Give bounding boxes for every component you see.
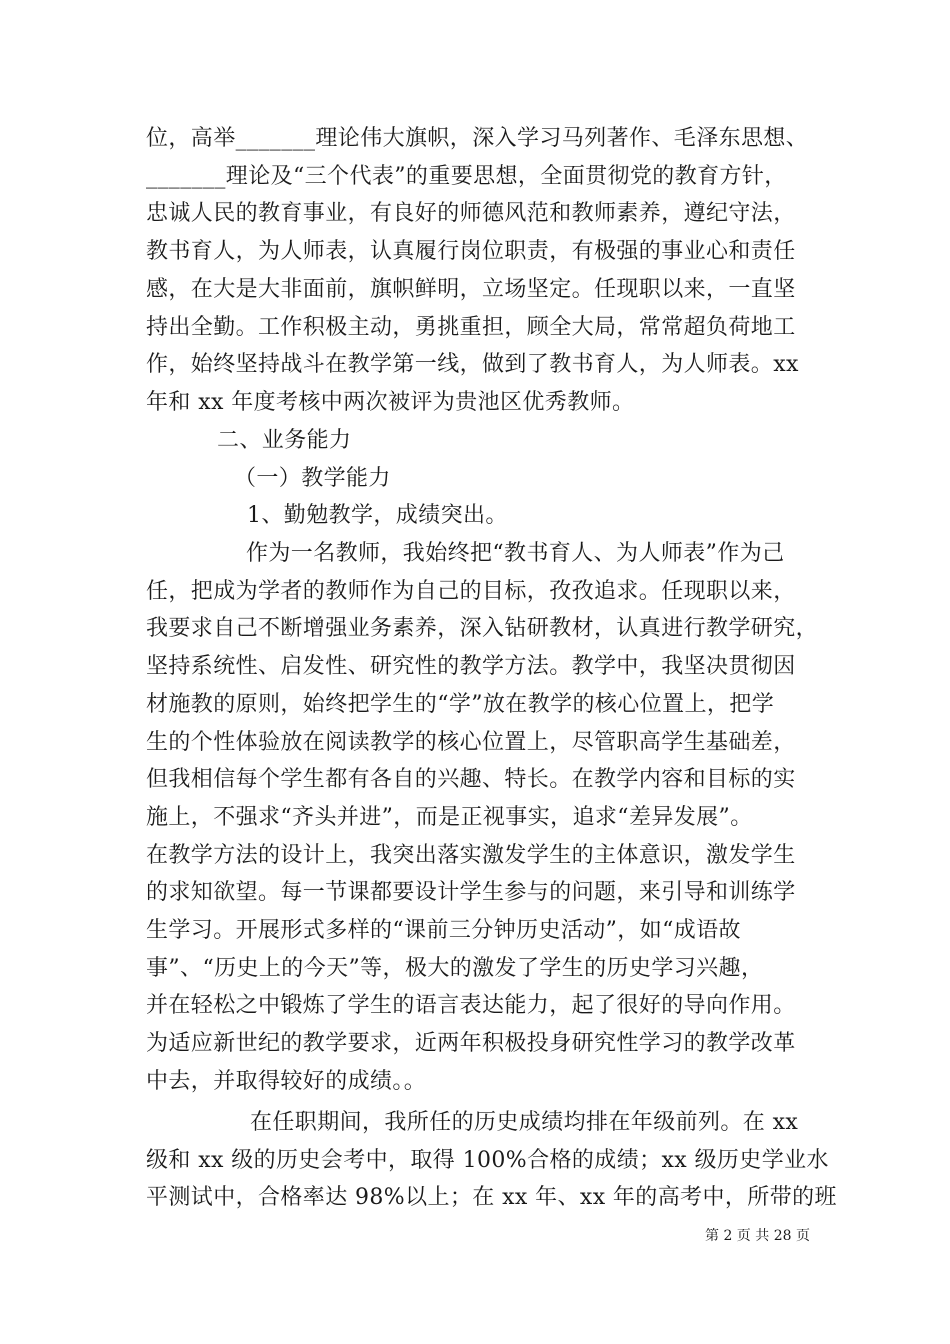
text-line: 生的个性体验放在阅读教学的核心位置上，尽管职高学生基础差， [146,729,796,755]
text-line: 事”、“历史上的今天”等，极大的激发了学生的历史学习兴趣， [146,955,764,981]
heading-text: （一）教学能力 [234,466,391,491]
text-line: 施上，不强求“齐头并进”，而是正视事实，追求“差异发展”。 [146,804,753,830]
text-line: 我要求自己不断增强业务素养，深入钻研教材，认真进行教学研究， [146,616,819,642]
text-line: 生学习。开展形式多样的“课前三分钟历史活动”，如“成语故 [146,918,741,944]
text-line: 位，高举_______理论伟大旗帜，深入学习马列著作、毛泽东思想、 [146,126,809,151]
heading-text: 1、勤勉教学，成绩突出。 [247,503,508,528]
subsection-heading-teaching-ability [234,460,910,498]
text-line: 教书育人，为人师表，认真履行岗位职责，有极强的事业心和责任 [146,239,796,265]
text-line: 坚持系统性、启发性、研究性的教学方法。教学中，我坚决贯彻因 [146,654,796,680]
text-line: 任，把成为学者的教师作为自己的目标，孜孜追求。任现职以来， [146,578,796,604]
text-line: 的求知欲望。每一节课都要设计学生参与的问题，来引导和训练学 [146,880,796,906]
text-line: 中去，并取得较好的成绩。。 [146,1068,427,1094]
page-number-footer: 第 2 页 共 28 页 [705,1228,810,1244]
text-line: 并在轻松之中锻炼了学生的语言表达能力，起了很好的导向作用。 [146,993,796,1019]
paragraph-exam-results [146,1104,837,1217]
item-heading-diligent-teaching [247,497,923,535]
text-line: 在教学方法的设计上，我突出落实激发学生的主体意识，激发学生 [146,842,796,868]
text-line: 作，始终坚持战斗在教学第一线，做到了教书育人，为人师表。xx [146,352,799,378]
heading-text: 二、业务能力 [217,428,352,453]
text-line: 在任职期间，我所任的历史成绩均排在年级前列。在 xx [250,1110,799,1135]
text-line: 持出全勤。工作积极主动，勇挑重担，顾全大局，常常超负荷地工 [146,314,796,340]
text-line: _______理论及“三个代表”的重要思想，全面贯彻党的教育方针， [146,163,787,189]
text-line: 作为一名教师，我始终把“教书育人、为人师表”作为己 [246,541,785,566]
paragraph-teaching-method [146,535,822,1101]
text-line: 感，在大是大非面前，旗帜鲜明，立场坚定。任现职以来，一直坚 [146,276,796,302]
paragraph-political-quality [146,120,822,422]
text-line: 但我相信每个学生都有各自的兴趣、特长。在教学内容和目标的实 [146,767,796,793]
text-line: 年和 xx 年度考核中两次被评为贵池区优秀教师。 [146,389,635,415]
section-heading-business-ability [217,422,893,460]
text-line: 级和 xx 级的历史会考中，取得 100%合格的成绩；xx 级历史学业水 [146,1147,829,1173]
text-line: 平测试中，合格率达 98%以上；在 xx 年、xx 年的高考中，所带的班 [146,1185,837,1211]
text-line: 为适应新世纪的教学要求，近两年积极投身研究性学习的教学改革 [146,1031,796,1057]
text-line: 忠诚人民的教育事业，有良好的师德风范和教师素养，遵纪守法， [146,201,796,227]
text-line: 材施教的原则，始终把学生的“学”放在教学的核心位置上，把学 [146,691,775,717]
